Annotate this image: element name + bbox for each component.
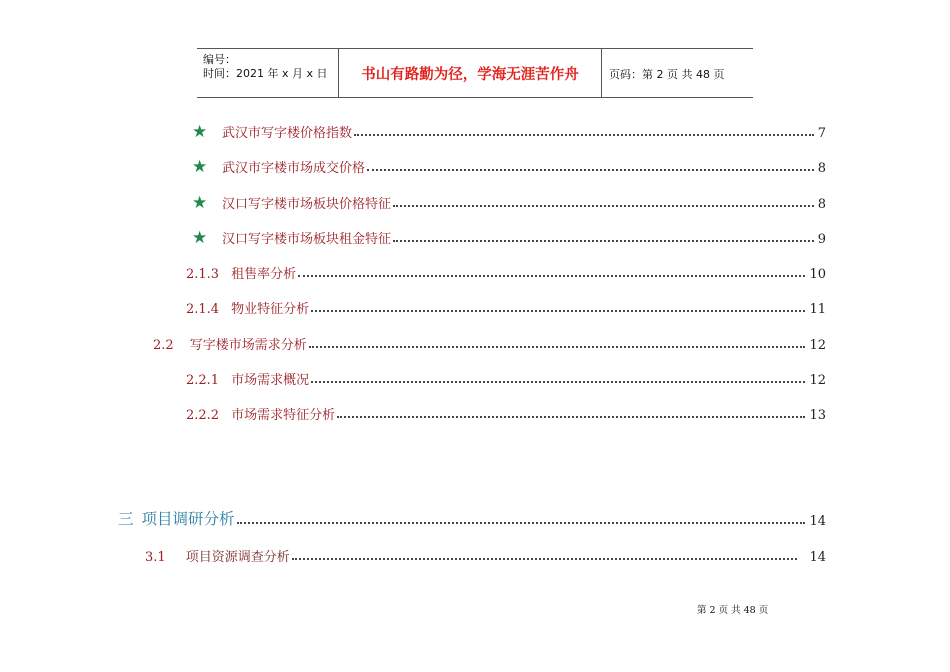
page-header bbox=[197, 48, 753, 98]
toc-entry[interactable] bbox=[192, 192, 826, 212]
toc-page: 10 bbox=[809, 267, 826, 282]
toc-page: 9 bbox=[817, 232, 826, 247]
toc-leader bbox=[393, 240, 814, 242]
toc-leader bbox=[298, 275, 805, 277]
toc-title: 租售率分析 bbox=[231, 267, 297, 282]
toc-entry[interactable] bbox=[145, 545, 826, 565]
toc-entry[interactable] bbox=[186, 262, 826, 282]
toc-leader bbox=[309, 346, 806, 348]
page-footer: 第 2 页 共 48 页 bbox=[697, 605, 769, 616]
toc-leader bbox=[311, 381, 805, 383]
toc-leader bbox=[337, 416, 805, 418]
toc-title: 武汉市写字楼价格指数 bbox=[222, 126, 353, 141]
toc-leader bbox=[393, 205, 814, 207]
star-icon: ★ bbox=[192, 228, 208, 248]
toc-title: 汉口写字楼市场板块价格特征 bbox=[222, 197, 392, 212]
header-page-code: 页码：第 2 页 共 48 页 bbox=[609, 68, 725, 81]
toc-page: 8 bbox=[817, 197, 826, 212]
toc-chapter[interactable] bbox=[118, 509, 826, 529]
toc-title: 物业特征分析 bbox=[231, 302, 310, 317]
toc-title: 市场需求特征分析 bbox=[231, 408, 336, 423]
toc-title: 项目调研分析 bbox=[141, 510, 235, 528]
star-icon: ★ bbox=[192, 193, 208, 213]
toc-title: 市场需求概况 bbox=[231, 373, 310, 388]
toc-leader bbox=[311, 310, 805, 312]
toc-leader bbox=[367, 169, 814, 171]
toc-number: 2.1.3 bbox=[186, 267, 220, 282]
toc-page: 12 bbox=[809, 373, 826, 388]
star-icon: ★ bbox=[192, 157, 208, 177]
header-date: 时间：2021 年 x 月 x 日 bbox=[203, 67, 328, 80]
toc-page: 11 bbox=[809, 302, 826, 317]
toc-title: 项目资源调查分析 bbox=[185, 550, 290, 565]
header-code-label: 编号： bbox=[203, 53, 236, 66]
toc-leader bbox=[237, 522, 806, 524]
toc-leader bbox=[292, 558, 798, 560]
star-icon: ★ bbox=[192, 122, 208, 142]
toc-title: 写字楼市场需求分析 bbox=[189, 338, 307, 353]
toc-entry[interactable] bbox=[192, 121, 826, 141]
toc-entry[interactable] bbox=[192, 156, 826, 176]
toc-number: 2.2 bbox=[153, 338, 174, 353]
toc-entry[interactable] bbox=[153, 333, 826, 353]
toc-page: 12 bbox=[809, 338, 826, 353]
toc-page: 13 bbox=[809, 408, 826, 423]
toc-entry[interactable] bbox=[186, 368, 826, 388]
toc-entry[interactable] bbox=[186, 403, 826, 423]
toc-entry[interactable] bbox=[186, 297, 826, 317]
toc-number: 三 bbox=[118, 510, 134, 528]
toc-page: 14 bbox=[809, 550, 826, 565]
toc-page: 7 bbox=[817, 126, 826, 141]
header-motto: 书山有路勤为径，学海无涯苦作舟 bbox=[338, 49, 602, 97]
header-meta bbox=[203, 53, 328, 81]
toc-title: 汉口写字楼市场板块租金特征 bbox=[222, 232, 392, 247]
toc-number: 2.2.1 bbox=[186, 373, 220, 388]
toc-number: 3.1 bbox=[145, 550, 166, 565]
toc-leader bbox=[354, 134, 814, 136]
toc-entry[interactable] bbox=[192, 227, 826, 247]
toc-page: 14 bbox=[809, 514, 826, 529]
toc-number: 2.2.2 bbox=[186, 408, 220, 423]
toc-number: 2.1.4 bbox=[186, 302, 220, 317]
toc-page: 8 bbox=[817, 161, 826, 176]
toc-title: 武汉市字楼市场成交价格 bbox=[222, 161, 366, 176]
